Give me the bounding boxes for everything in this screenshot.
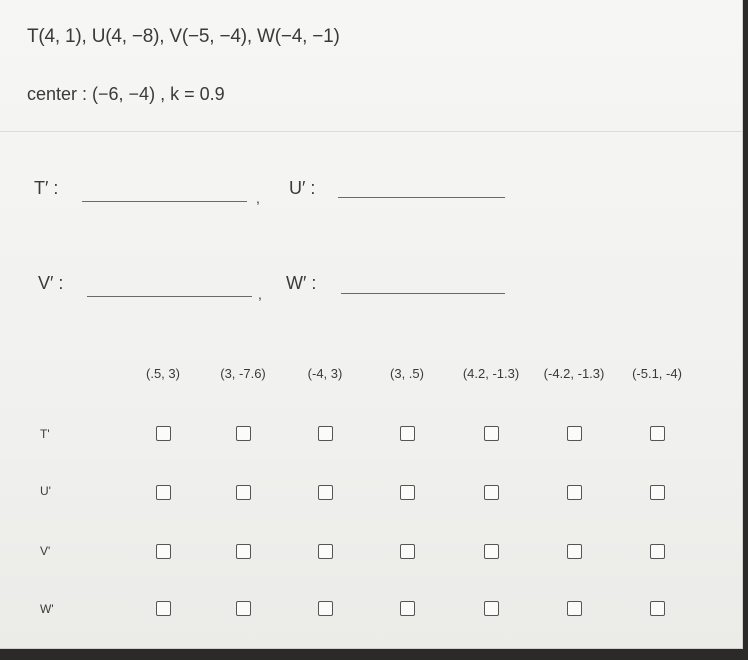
u-prime-answer-field[interactable] [338,197,505,198]
checkbox-v-prime-col-2[interactable] [236,544,251,559]
checkbox-w-prime-col-3[interactable] [318,601,333,616]
t-prime-answer-field[interactable] [82,201,247,202]
checkbox-t-prime-col-6[interactable] [567,426,582,441]
checkbox-w-prime-col-1[interactable] [156,601,171,616]
comma: , [258,286,262,302]
comma: , [256,190,260,206]
checkbox-w-prime-col-4[interactable] [400,601,415,616]
v-prime-label: V′ : [38,273,64,293]
row-label-t-prime: T' [40,427,50,441]
column-header: (3, -7.6) [220,366,266,381]
t-prime-label: T′ : [34,178,59,198]
column-header: (3, .5) [390,366,424,381]
row-label-w-prime: W' [40,602,54,616]
column-header: (-4.2, -1.3) [543,366,605,381]
checkbox-t-prime-col-1[interactable] [156,426,171,441]
checkbox-w-prime-col-5[interactable] [484,601,499,616]
checkbox-w-prime-col-7[interactable] [650,601,665,616]
checkbox-u-prime-col-5[interactable] [484,485,499,500]
divider [0,131,742,132]
center-and-scale-factor: center : (−6, −4) , k = 0.9 [27,84,225,104]
column-header: (-5.1, -4) [632,366,682,381]
checkbox-v-prime-col-1[interactable] [156,544,171,559]
w-prime-answer-field[interactable] [341,293,505,294]
checkbox-t-prime-col-4[interactable] [400,426,415,441]
checkbox-t-prime-col-7[interactable] [650,426,665,441]
checkbox-u-prime-col-3[interactable] [318,485,333,500]
row-label-v-prime: V' [40,544,51,558]
checkbox-u-prime-col-7[interactable] [650,485,665,500]
checkbox-u-prime-col-2[interactable] [236,485,251,500]
checkbox-v-prime-col-6[interactable] [567,544,582,559]
v-prime-answer-field[interactable] [87,296,252,297]
u-prime-label: U′ : [289,178,316,198]
checkbox-w-prime-col-6[interactable] [567,601,582,616]
w-prime-label: W′ : [286,273,317,293]
column-header: (.5, 3) [146,366,180,381]
checkbox-t-prime-col-2[interactable] [236,426,251,441]
checkbox-v-prime-col-5[interactable] [484,544,499,559]
checkbox-v-prime-col-7[interactable] [650,544,665,559]
checkbox-t-prime-col-5[interactable] [484,426,499,441]
checkbox-u-prime-col-6[interactable] [567,485,582,500]
checkbox-t-prime-col-3[interactable] [318,426,333,441]
checkbox-v-prime-col-4[interactable] [400,544,415,559]
row-label-u-prime: U' [40,484,51,498]
checkbox-u-prime-col-1[interactable] [156,485,171,500]
checkbox-u-prime-col-4[interactable] [400,485,415,500]
given-points: T(4, 1), U(4, −8), V(−5, −4), W(−4, −1) [27,26,340,47]
checkbox-v-prime-col-3[interactable] [318,544,333,559]
column-header: (-4, 3) [307,366,343,381]
column-header: (4.2, -1.3) [462,366,520,381]
checkbox-w-prime-col-2[interactable] [236,601,251,616]
